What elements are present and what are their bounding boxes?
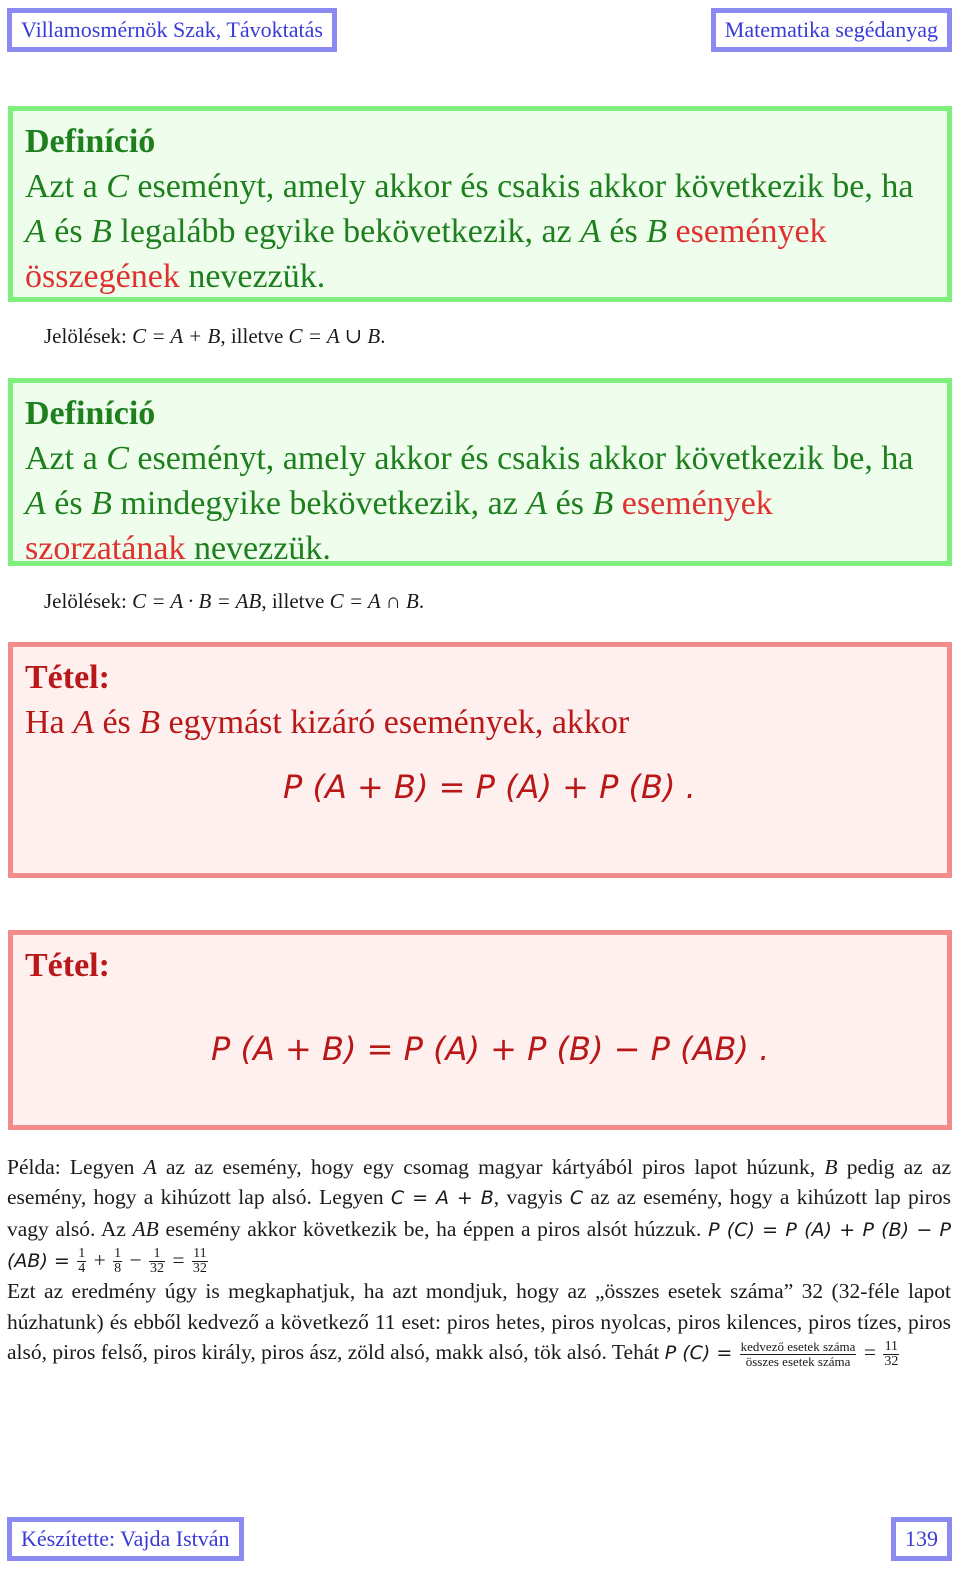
- fraction: $\frac{1}{4}$: [78, 1246, 86, 1277]
- header-right-label: Matematika segédanyag: [711, 8, 952, 52]
- highlighted-term: események szorzatának: [25, 485, 773, 567]
- definition-text: Azt a C eseményt, amely akkor és csakis akkor következik be, ha A és B mindegyike bekövetkezik, az A és B események szorzatának nevezzük.: [25, 440, 914, 567]
- notation-note: Jelölések: C = A · B = AB, illetve C = A ∩ B.: [44, 589, 425, 613]
- definition-product-box: [8, 378, 952, 566]
- fraction: $\frac{1}{8}$: [114, 1246, 122, 1277]
- definition-title: Definíció: [25, 395, 156, 432]
- notation-note: Jelölések: C = A + B, illetve C = A ∪ B.: [44, 324, 386, 348]
- highlighted-term: események összegének: [25, 213, 827, 295]
- fraction: $\frac{\text{kedvező esetek száma}}{\text{összes esetek száma}}$: [740, 1338, 856, 1369]
- page-number: 139: [891, 1517, 952, 1561]
- fraction: $\frac{11}{32}$: [192, 1246, 207, 1277]
- definition-text: Azt a C eseményt, amely akkor és csakis akkor következik be, ha A és B legalább egyike bekövetkezik, az A és B események összegének nevezzük.: [25, 168, 914, 295]
- fraction: $\frac{11}{32}$: [884, 1338, 899, 1369]
- theorem-formula: P (A + B) = P (A) + P (B) .: [283, 768, 696, 806]
- theorem-title: Tétel:: [25, 659, 110, 696]
- theorem-formula: P (A + B) = P (A) + P (B) − P (AB) .: [211, 1030, 770, 1068]
- theorem-general-box: [8, 930, 952, 1130]
- header-left-label: Villamosmérnök Szak, Távoktatás: [7, 8, 337, 52]
- footer-author-label: Készítette: Vajda István: [7, 1517, 244, 1561]
- fraction: $\frac{1}{32}$: [149, 1246, 164, 1277]
- theorem-disjoint-box: [8, 642, 952, 878]
- definition-sum-box: [8, 106, 952, 302]
- example-paragraph: Példa: Legyen A az az esemény, hogy egy csomag magyar kártyából piros lapot húzunk, B pedig az az esemény, hogy a kihúzott lap alsó. Legyen C = A + B, vagyis C az az esemény, hogy a kihúzott lap piros vagy alsó. Az AB esemény akkor következik be, ha éppen a piros alsót húzzuk. P (C) = P (A) + P (B) − P (AB) = $\frac{1}{4}$ + $\frac{1}{8}$ − $\frac{1}{32}$ = $\frac{11}{32}$ Ezt az eredmény úgy is megkaphatjuk, ha azt mondjuk, hogy az „összes esetek száma” 32 (32-féle lapot húzhatunk) és ebből kedvező a következő 11 eset: piros hetes, piros nyolcas, piros kilences, piros tízes, piros alsó, piros felső, piros király, piros ász, zöld alsó, makk alsó, tök alsó. Tehát P (C) = $\frac{\text{kedvező esetek száma}}{\text{összes esetek száma}}$ = $\frac{11}{32}$: [7, 1155, 952, 1369]
- theorem-text: Ha A és B egymást kizáró események, akkor: [25, 704, 630, 741]
- theorem-title: Tétel:: [25, 947, 110, 984]
- definition-title: Definíció: [25, 123, 156, 160]
